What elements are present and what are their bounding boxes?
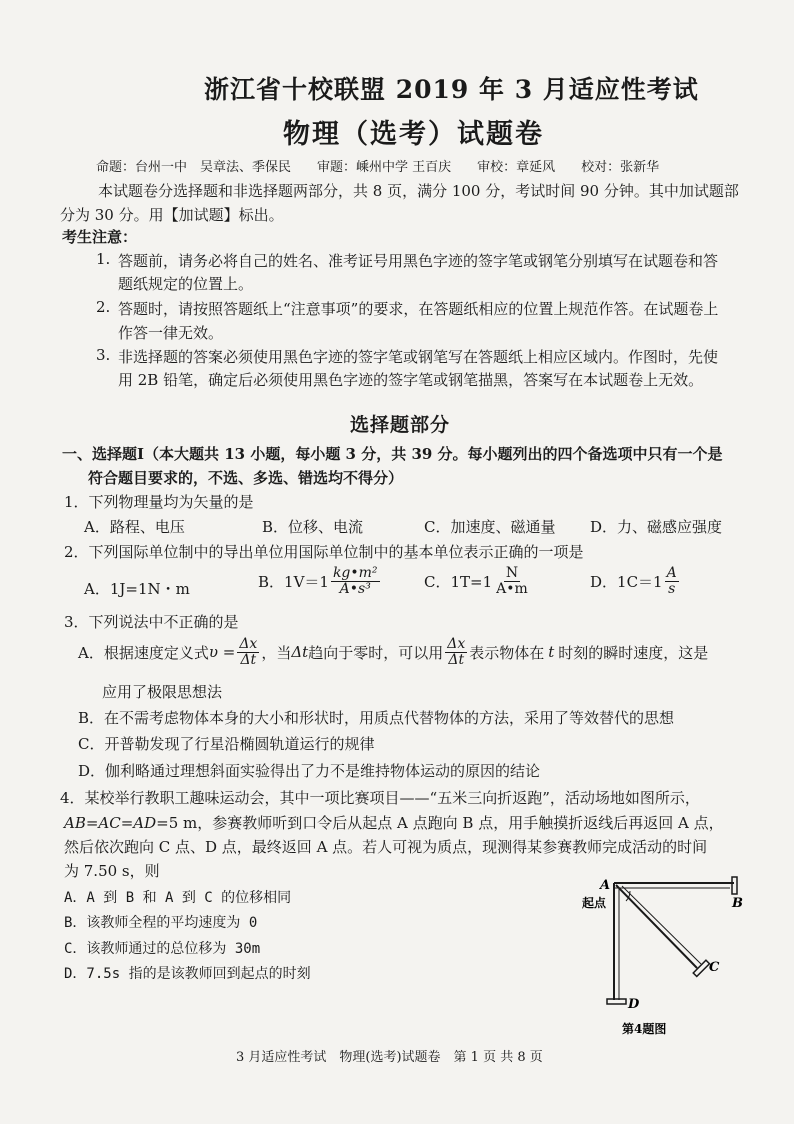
question-2-option-d-numerator: A bbox=[666, 565, 677, 581]
fraction-denominator: Δt bbox=[448, 651, 465, 668]
fraction-numerator: Δx bbox=[447, 636, 466, 652]
notice-heading: 考生注意： bbox=[62, 228, 138, 246]
ratio-fraction bbox=[445, 637, 467, 667]
question-4-line-2-text: 5 m，参赛教师听到口令后从起点 A 点跑向 B 点，用手触摸折返线后再返回 A 点， bbox=[168, 814, 724, 832]
question-2-option-c-prefix: C．1T=1 bbox=[424, 572, 493, 591]
question-3-option-a-text-5: 时刻的瞬时速度，这是 bbox=[558, 643, 709, 662]
section-title: 选择题部分 bbox=[350, 414, 451, 436]
part-1-header-line-1: 一、选择题Ⅰ（本大题共 13 小题，每小题 3 分，共 39 分。每小题列出的四个备选项中只有一个是 bbox=[62, 445, 723, 463]
note-3-number: 3. bbox=[96, 346, 111, 364]
question-3-option-d: D．伽利略通过理想斜面实验得出了力不是维持物体运动的原因的结论 bbox=[78, 762, 541, 780]
question-2-option-d bbox=[590, 566, 681, 596]
question-4-line-2 bbox=[64, 812, 724, 833]
page-footer: 3 月适应性考试 物理(选考)试题卷 第 1 页 共 8 页 bbox=[236, 1050, 543, 1065]
label-b: B bbox=[732, 896, 743, 911]
question-1-option-a: A．路程、电压 bbox=[84, 518, 185, 536]
question-4-option-c: C．该教师通过的总位移为 30m bbox=[64, 941, 261, 957]
fraction-denominator: Δt bbox=[240, 651, 257, 668]
note-2-line-2: 作答一律无效。 bbox=[118, 324, 224, 342]
question-3-option-a-text-3: 趋向于零时，可以用 bbox=[308, 643, 444, 662]
label-a: A bbox=[600, 878, 611, 893]
question-3-stem: 3．下列说法中不正确的是 bbox=[64, 613, 239, 631]
note-1-line-1: 答题前，请务必将自己的姓名、准考证号用黑色字迹的签字笔或钢笔分别填写在试题卷和答 bbox=[118, 252, 719, 270]
credits-line: 命题：台州一中 吴章法、季保民 审题：嵊州中学 王百庆 审校：章延风 校对：张新华 bbox=[96, 160, 660, 175]
question-2-option-b-prefix: B．1V＝1 bbox=[258, 572, 329, 591]
question-2-option-d-fraction bbox=[665, 566, 679, 596]
question-2-option-c bbox=[424, 566, 532, 596]
question-4-line-4: 为 7.50 s，则 bbox=[64, 862, 160, 880]
note-3-line-1: 非选择题的答案必须使用黑色字迹的签字笔或钢笔写在答题纸上相应区域内。作图时，先使 bbox=[118, 348, 719, 366]
question-2-option-c-fraction bbox=[494, 566, 530, 596]
note-2-line-1: 答题时，请按照答题纸上“注意事项”的要求，在答题纸相应的位置上规范作答。在试题卷上 bbox=[118, 300, 719, 318]
question-4-line-1: 4．某校举行教职工趣味运动会，其中一项比赛项目——“五米三向折返跑”，活动场地如图所示， bbox=[60, 789, 700, 807]
question-2-option-b bbox=[258, 566, 382, 596]
question-1-stem: 1．下列物理量均为矢量的是 bbox=[64, 493, 254, 511]
note-2-number: 2. bbox=[96, 298, 111, 316]
question-4-option-d: D．7.5s 指的是该教师回到起点的时刻 bbox=[64, 966, 311, 982]
time-symbol: t bbox=[548, 643, 555, 662]
figure-caption: 第4题图 bbox=[622, 1022, 667, 1036]
end-bar-d bbox=[607, 999, 626, 1004]
fraction-numerator: Δx bbox=[239, 636, 258, 652]
track-figure bbox=[570, 875, 750, 1040]
question-2-option-b-numerator: kg•m² bbox=[332, 565, 378, 581]
question-3-option-a-text-4: 表示物体在 bbox=[469, 643, 545, 662]
question-4-option-a: A．A 到 B 和 A 到 C 的位移相同 bbox=[64, 890, 292, 906]
question-2-option-d-denominator: s bbox=[668, 580, 676, 597]
question-2-option-b-denominator: A•s³ bbox=[339, 580, 371, 597]
question-3-option-a-line-2: 应用了极限思想法 bbox=[102, 683, 223, 701]
question-4-option-b: B．该教师全程的平均速度为 0 bbox=[64, 915, 258, 931]
question-2-option-c-numerator: N bbox=[505, 565, 519, 581]
part-1-header-line-2: 符合题目要求的，不选、多选、错选均不得分） bbox=[88, 469, 404, 487]
end-bar-c bbox=[693, 960, 709, 976]
exam-subtitle: 物理（选考）试题卷 bbox=[283, 119, 544, 150]
question-2-stem: 2．下列国际单位制中的导出单位用国际单位制中的基本单位表示正确的一项是 bbox=[64, 543, 584, 561]
note-3-line-2: 用 2B 铅笔，确定后必须使用黑色字迹的签字笔或钢笔描黑，答案写在本试题卷上无效。 bbox=[118, 371, 704, 389]
intro-line-1: 本试题卷分选择题和非选择题两部分，共 8 页，满分 100 分，考试时间 90 分钟。其中加试题部 bbox=[98, 182, 739, 200]
note-1-line-2: 题纸规定的位置上。 bbox=[118, 275, 254, 293]
question-1-option-c: C．加速度、磁通量 bbox=[424, 518, 556, 536]
distance-equation: AB=AC=AD= bbox=[64, 814, 169, 832]
question-3-option-b: B．在不需考虑物体本身的大小和形状时，用质点代替物体的方法，采用了等效替代的思想 bbox=[78, 709, 675, 727]
velocity-definition-fraction bbox=[237, 637, 259, 667]
exam-title: 浙江省十校联盟 2019 年 3 月适应性考试 bbox=[204, 75, 699, 104]
question-1-option-b: B．位移、电流 bbox=[262, 518, 364, 536]
note-1-number: 1. bbox=[96, 250, 111, 268]
question-2-option-a: A．1J=1N・m bbox=[84, 580, 190, 598]
question-3-option-a-text-2: ，当 bbox=[261, 643, 292, 662]
line-a-to-c-inner bbox=[622, 886, 701, 964]
question-3-option-a-line-1 bbox=[78, 637, 708, 667]
label-d: D bbox=[628, 997, 640, 1012]
question-2-option-d-prefix: D．1C＝1 bbox=[590, 572, 663, 591]
label-start: 起点 bbox=[582, 896, 607, 910]
end-bar-b bbox=[732, 877, 737, 894]
question-2-option-b-fraction bbox=[331, 566, 380, 596]
intro-line-2: 分为 30 分。用【加试题】标出。 bbox=[60, 206, 284, 224]
question-2-option-c-denominator: A•m bbox=[496, 580, 528, 597]
label-c: C bbox=[709, 960, 720, 975]
question-4-line-3: 然后依次跑向 C 点、D 点，最终返回 A 点。若人可视为质点，现测得某参赛教师完成活动的时间 bbox=[64, 838, 708, 856]
velocity-symbol: υ = bbox=[208, 643, 236, 662]
delta-t-symbol: Δt bbox=[291, 643, 309, 662]
question-3-option-a-text-1: A．根据速度定义式 bbox=[78, 643, 209, 662]
question-1-option-d: D．力、磁感应强度 bbox=[590, 518, 723, 536]
question-3-option-c: C．开普勒发现了行星沿椭圆轨道运行的规律 bbox=[78, 735, 375, 753]
